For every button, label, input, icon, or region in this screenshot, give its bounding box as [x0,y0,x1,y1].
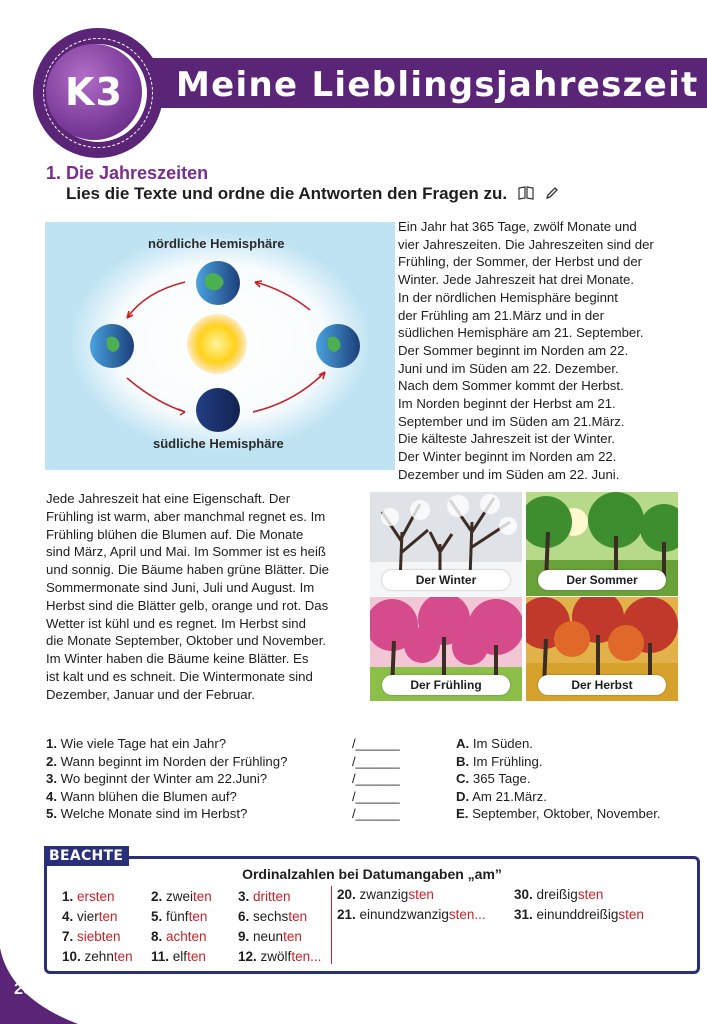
pencil-icon [545,185,559,205]
answer-blank[interactable]: /______ [352,806,400,821]
text-line: Der Sommer beginnt im Norden am 22. [398,342,629,358]
north-hemisphere-label: nördliche Hemisphäre [148,236,285,251]
text-season-properties [46,490,362,704]
hemisphere-diagram [45,222,395,470]
text-line: Sommermonate sind Juni, Juli und August. Im [46,579,315,595]
text-line: Winter. Jede Jahreszeit hat drei Monate. [398,272,635,288]
south-hemisphere-label: südliche Hemisphäre [153,436,284,451]
answer-blank[interactable]: /______ [352,771,400,786]
text-line: Juni und im Süden am 22. Dezember. [398,360,619,376]
question: 1. Wie viele Tage hat ein Jahr? [46,736,227,751]
answer-blank[interactable]: /______ [352,736,400,751]
chapter-code: K3 [65,70,123,114]
text-line: Im Norden beginnt der Herbst am 21. [398,396,616,412]
answer-option: A. Im Süden. [456,736,533,751]
text-line: Herbst sind die Blätter gelb, orange und rot. Das [46,597,329,613]
text-line: Frühling blühen die Blumen auf. Die Monate [46,526,304,542]
ordinal-item: 10. zehnten [62,949,133,964]
page-number: 26 [14,981,32,998]
instruction [66,184,559,205]
answer-blank[interactable]: /______ [352,788,400,804]
text-line: vier Jahreszeiten. Die Jahreszeiten sind der [398,236,654,252]
photo-spring [370,597,522,701]
text-line: Frühling, der Sommer, der Herbst und der [398,254,643,270]
text-line: Der Winter beginnt im Norden am 22. [398,449,617,465]
ordinal-item: 9. neunten [238,929,302,944]
text-line: die Monate September, Oktober und November. [46,633,327,649]
ordinal-item: 1. ersten [62,889,115,904]
ordinal-item: 31. einunddreißigsten [514,907,644,922]
text-line: In der nördlichen Hemisphäre beginnt [398,289,618,305]
text-line: Die kälteste Jahreszeit ist der Winter. [398,431,615,447]
text-line: der Frühling am 21.März und in der [398,307,604,323]
question: 5. Welche Monate sind im Herbst? [46,806,248,821]
text-line: ist kalt und es schneit. Die Wintermonate sind [46,668,313,684]
text-line: Dezember, Januar und der Februar. [46,686,255,702]
ordinal-item: 6. sechsten [238,909,308,924]
instruction-text: Lies die Texte und ordne die Antworten den Fragen zu. [66,184,508,203]
ordinal-item: 3. dritten [238,889,291,904]
text-seasons-intro [398,218,688,484]
label-winter: Der Winter [382,570,510,590]
text-line: Dezember und im Süden am 22. Juni. [398,466,620,482]
photo-autumn [526,597,678,701]
earth-bottom [196,388,240,432]
answer-blank[interactable]: /______ [352,753,400,769]
sun [187,314,247,374]
ordinal-item: 12. zwölften... [238,949,322,964]
page-title: Meine Lieblingsjahreszeit [176,65,699,105]
label-summer: Der Sommer [538,570,666,590]
ordinal-divider [331,886,332,964]
ordinal-item: 2. zweiten [151,889,212,904]
photo-winter [370,492,522,596]
text-line: und sonnig. Die Bäume haben grüne Blätter. Die [46,562,329,578]
question: 4. Wann blühen die Blumen auf? [46,788,237,804]
earth-left [90,324,134,368]
question: 2. Wann beginnt im Norden der Frühling? [46,753,288,769]
photo-summer [526,492,678,596]
ordinal-item: 5. fünften [151,909,208,924]
ordinal-item: 4. vierten [62,909,118,924]
text-line: September und im Süden am 21.März. [398,413,625,429]
beachte-tab: BEACHTE [44,846,129,866]
text-line: Ein Jahr hat 365 Tage, zwölf Monate und [398,219,637,234]
answer-option: E. September, Oktober, November. [456,806,661,821]
label-spring: Der Frühling [382,675,510,695]
answer-option: D. Am 21.März. [456,788,547,804]
text-line: Nach dem Sommer kommt der Herbst. [398,378,624,394]
text-line: Wetter ist kühl und es regnet. Im Herbst sind [46,615,306,631]
ordinal-item: 20. zwanzigsten [337,887,434,902]
label-autumn: Der Herbst [538,675,666,695]
section-title: 1. Die Jahreszeiten [46,163,209,183]
text-line: Im Winter haben die Bäume keine Blätter. Es [46,651,309,667]
text-line: sind März, April und Mai. Im Sommer ist es heiß [46,544,326,560]
earth-right [316,324,360,368]
answer-option: B. Im Frühling. [456,753,543,769]
book-icon [518,185,534,205]
ordinal-item: 30. dreißigsten [514,887,604,902]
ordinal-title: Ordinalzahlen bei Datumangaben „am” [242,866,502,882]
ordinal-item: 21. einundzwanzigsten... [337,907,486,922]
text-line: Jede Jahreszeit hat eine Eigenschaft. Der [46,491,291,506]
earth-top [196,261,240,305]
ordinal-item: 8. achten [151,929,207,944]
answer-option: C. 365 Tage. [456,771,531,786]
text-line: südlichen Hemisphäre am 21. September. [398,325,644,341]
ordinal-item: 7. siebten [62,929,121,944]
ordinal-item: 11. elften [151,949,206,964]
page-corner [0,948,80,1024]
question: 3. Wo beginnt der Winter am 22.Juni? [46,771,268,786]
text-line: Frühling ist warm, aber manchmal regnet es. Im [46,508,326,524]
